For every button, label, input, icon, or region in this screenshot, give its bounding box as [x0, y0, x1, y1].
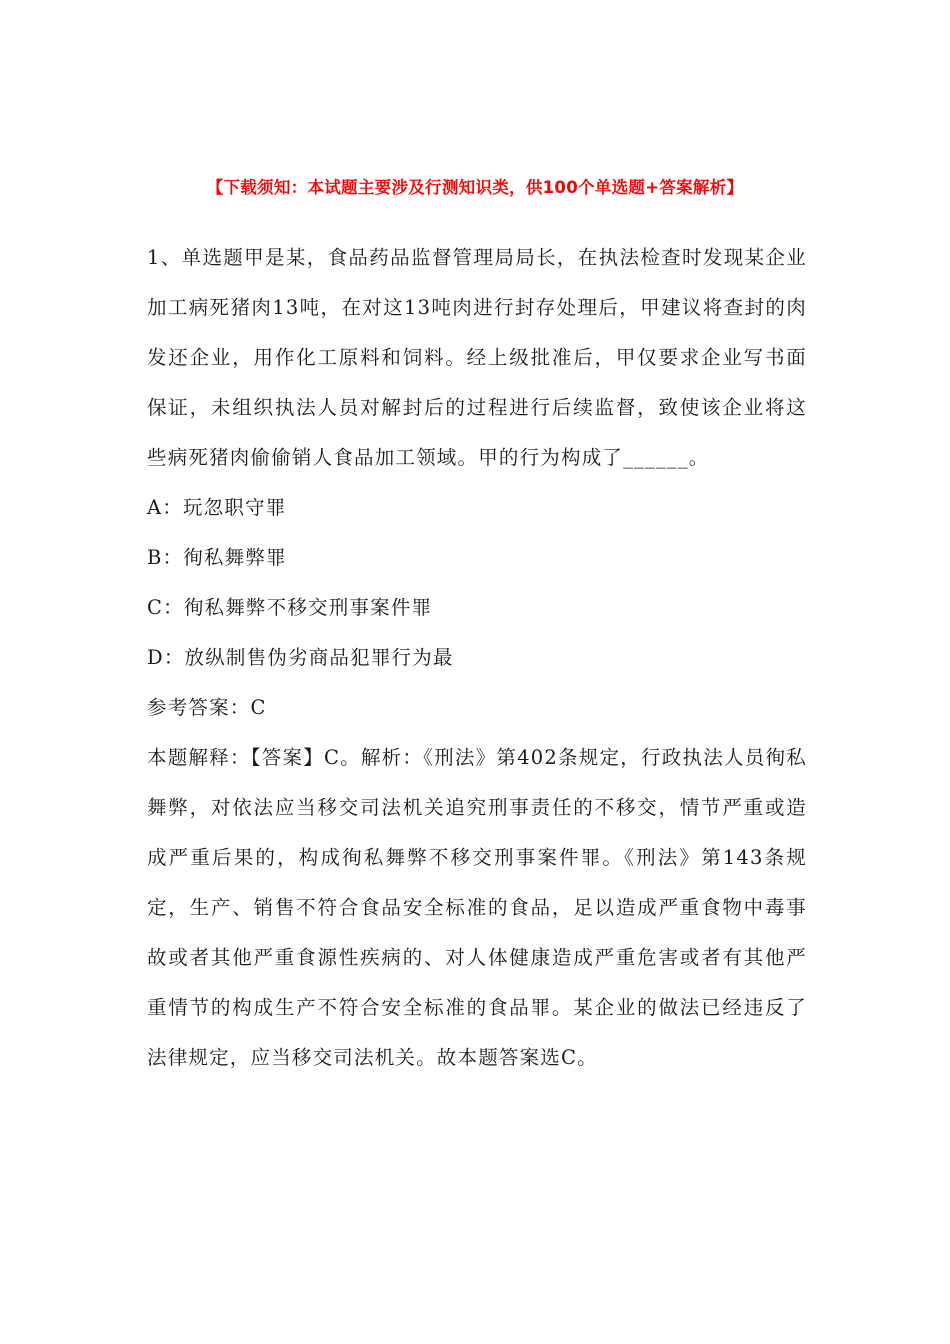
- option-c: C：徇私舞弊不移交刑事案件罪: [147, 596, 433, 619]
- reference-answer: 参考答案：C: [147, 696, 267, 719]
- answer-explanation: 本题解释：【答案】C。解析：《刑法》第402条规定，行政执法人员徇私舞弊，对依法应当移交司法机关追究刑事责任的不移交，情节严重或造成严重后果的，构成徇私舞弊不移交刑事案件罪。《刑法》第143条规定，生产、销售不符合食品安全标准的食品，足以造成严重食物中毒事故或者其他严重食源性疾病的、对人体健康造成严重危害或者有其他严重情节的构成生产不符合安全标准的食品罪。某企业的做法已经违反了法律规定，应当移交司法机关。故本题答案选C。: [147, 746, 807, 1069]
- question-block: [147, 233, 807, 1083]
- question-text: 1、单选题甲是某，食品药品监督管理局局长，在执法检查时发现某企业加工病死猪肉13吨，在对这13吨肉进行封存处理后，甲建议将查封的肉发还企业，用作化工原料和饲料。经上级批准后，甲仅要求企业写书面保证，未组织执法人员对解封后的过程进行后续监督，致使该企业将这些病死猪肉偷偷销人食品加工领域。甲的行为构成了______。: [147, 246, 807, 469]
- option-d: D：放纵制售伪劣商品犯罪行为最: [147, 646, 454, 669]
- option-b: B：徇私舞弊罪: [147, 546, 287, 569]
- download-notice: 【下载须知：本试题主要涉及行测知识类，供100个单选题+答案解析】: [206, 178, 744, 197]
- option-a: A：玩忽职守罪: [147, 496, 287, 519]
